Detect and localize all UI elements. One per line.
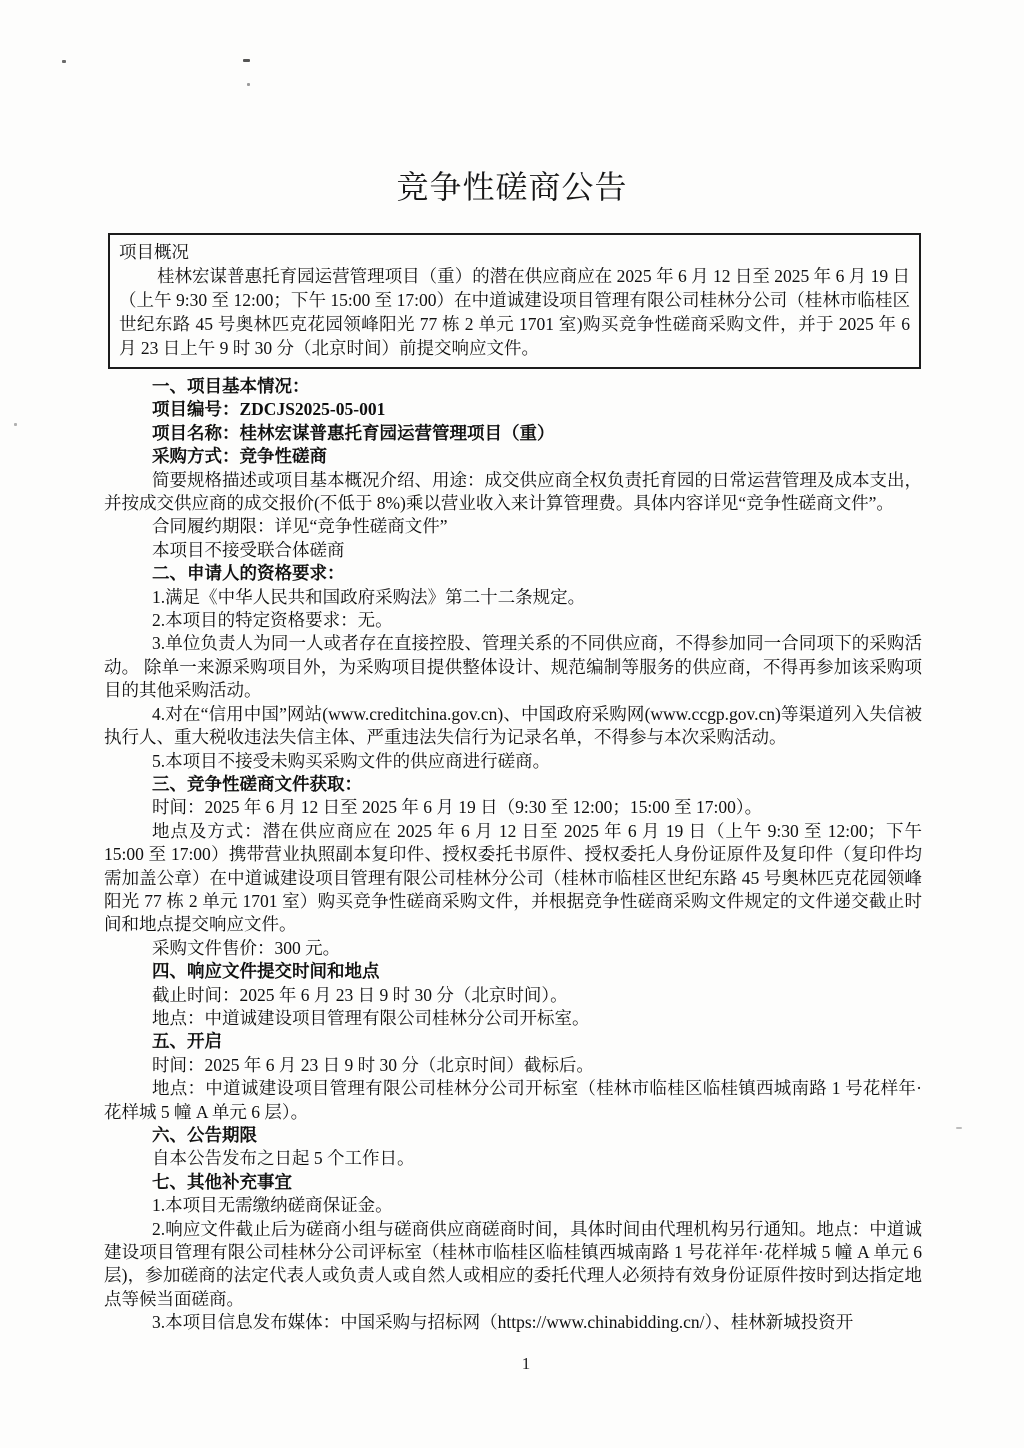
paragraph: 采购文件售价：300 元。 [152, 937, 341, 958]
procurement-method: 采购方式：竞争性磋商 [152, 446, 327, 467]
page-number: 1 [521, 1354, 531, 1373]
scan-speck [956, 1127, 962, 1129]
paragraph: 2.本项目的特定资格要求：无。 [152, 610, 393, 631]
paragraph: 3.本项目信息发布媒体：中国采购与招标网（https://www.chinabidding.cn/）、桂林新城投资开 [152, 1312, 854, 1333]
section-heading-opening: 五、开启 [152, 1031, 222, 1052]
paragraph: 地点：中道诚建设项目管理有限公司桂林分公司开标室（桂林市临桂区临桂镇西城南路 1 号花样年·花样城 5 幢 A 单元 6 层）。 [104, 1078, 922, 1122]
paragraph: 1.本项目无需缴纳磋商保证金。 [152, 1195, 393, 1216]
paragraph: 自本公告发布之日起 5 个工作日。 [152, 1148, 415, 1169]
paragraph: 本项目不接受联合体磋商 [152, 539, 345, 560]
section-heading-document-acquisition: 三、竞争性磋商文件获取： [152, 773, 362, 794]
section-heading-announcement-period: 六、公告期限 [152, 1125, 257, 1145]
announcement-body [104, 375, 922, 1335]
scan-speck [62, 60, 66, 63]
overview-body: 桂林宏谋普惠托育园运营管理项目（重）的潜在供应商应在 2025 年 6 月 12 日至 2025 年 6 月 19 日（上午 9:30 至 12:00；下午 15:00 至 17:00）在中道诚建设项目管理有限公司桂林分公司（桂林市临桂区世纪东路 45 号奥林匹克花园领峰阳光 77 栋 2 单元 1701 室)购买竞争性磋商采购文件，并于 2025 年 6 月 23 日上午 9 时 30 分（北京时间）前提交响应文件。 [119, 266, 910, 358]
paragraph: 截止时间：2025 年 6 月 23 日 9 时 30 分（北京时间）。 [152, 984, 568, 1005]
paragraph: 3.单位负责人为同一人或者存在直接控股、管理关系的不同供应商，不得参加同一合同项下的采购活动。 除单一来源采购项目外，为采购项目提供整体设计、规范编制等服务的供应商，不得再参加该采购项目的其他采购活动。 [104, 633, 922, 701]
scan-speck [14, 423, 17, 426]
page-title: 竞争性磋商公告 [396, 169, 628, 205]
paragraph: 时间：2025 年 6 月 12 日至 2025 年 6 月 19 日（9:30 至 12:00；15:00 至 17:00）。 [152, 797, 763, 818]
project-name: 项目名称：桂林宏谋普惠托育园运营管理项目（重） [152, 422, 555, 443]
section-heading-basic-info: 一、项目基本情况： [152, 376, 310, 396]
paragraph: 简要规格描述或项目基本概况介绍、用途：成交供应商全权负责托育园的日常运营管理及成本支出，并按成交供应商的成交报价(不低于 8%)乘以营业收入来计算管理费。具体内容详见“竞争性磋商文件”。 [104, 469, 922, 514]
scan-speck [243, 59, 250, 62]
paragraph: 1.满足《中华人民共和国政府采购法》第二十二条规定。 [152, 586, 586, 607]
project-overview-box [108, 233, 921, 369]
paragraph: 4.对在“信用中国”网站(www.creditchina.gov.cn)、中国政府采购网(www.ccgp.gov.cn)等渠道列入失信被执行人、重大税收违法失信主体、严重违法失信行为记录名单，不得参与本次采购活动。 [104, 703, 922, 748]
scan-speck [247, 83, 250, 86]
paragraph: 合同履约期限：详见“竞争性磋商文件” [152, 516, 448, 537]
section-heading-submission: 四、响应文件提交时间和地点 [152, 961, 380, 982]
overview-heading: 项目概况 [119, 242, 189, 262]
project-number: 项目编号：ZDCJS2025-05-001 [152, 399, 386, 420]
paragraph: 5.本项目不接受未购买采购文件的供应商进行磋商。 [152, 750, 551, 771]
section-heading-other-matters: 七、其他补充事宜 [152, 1171, 292, 1192]
paragraph: 2.响应文件截止后为磋商小组与磋商供应商磋商时间，具体时间由代理机构另行通知。地点：中道诚建设项目管理有限公司桂林分公司评标室（桂林市临桂区临桂镇西城南路 1 号花祥年·花样城 5 幢 A 单元 6 层)，参加磋商的法定代表人或负责人或自然人或相应的委托代理人必须持有效身份证原件按时到达指定地点等候当面磋商。 [104, 1218, 922, 1309]
paragraph: 地点及方式：潜在供应商应在 2025 年 6 月 12 日至 2025 年 6 月 19 日（上午 9:30 至 12:00；下午 15:00 至 17:00）携带营业执照副本复印件、授权委托书原件、授权委托人身份证原件及复印件（复印件均需加盖公章）在中道诚建设项目管理有限公司桂林分公司（桂林市临桂区世纪东路 45 号奥林匹克花园领峰阳光 77 栋 2 单元 1701 室）购买竞争性磋商采购文件，并根据竞争性磋商采购文件规定的文件递交截止时间和地点提交响应文件。 [104, 820, 922, 935]
section-heading-qualifications: 二、申请人的资格要求： [152, 563, 345, 584]
paragraph: 时间：2025 年 6 月 23 日 9 时 30 分（北京时间）截标后。 [152, 1054, 594, 1075]
paragraph: 地点：中道诚建设项目管理有限公司桂林分公司开标室。 [152, 1007, 590, 1028]
